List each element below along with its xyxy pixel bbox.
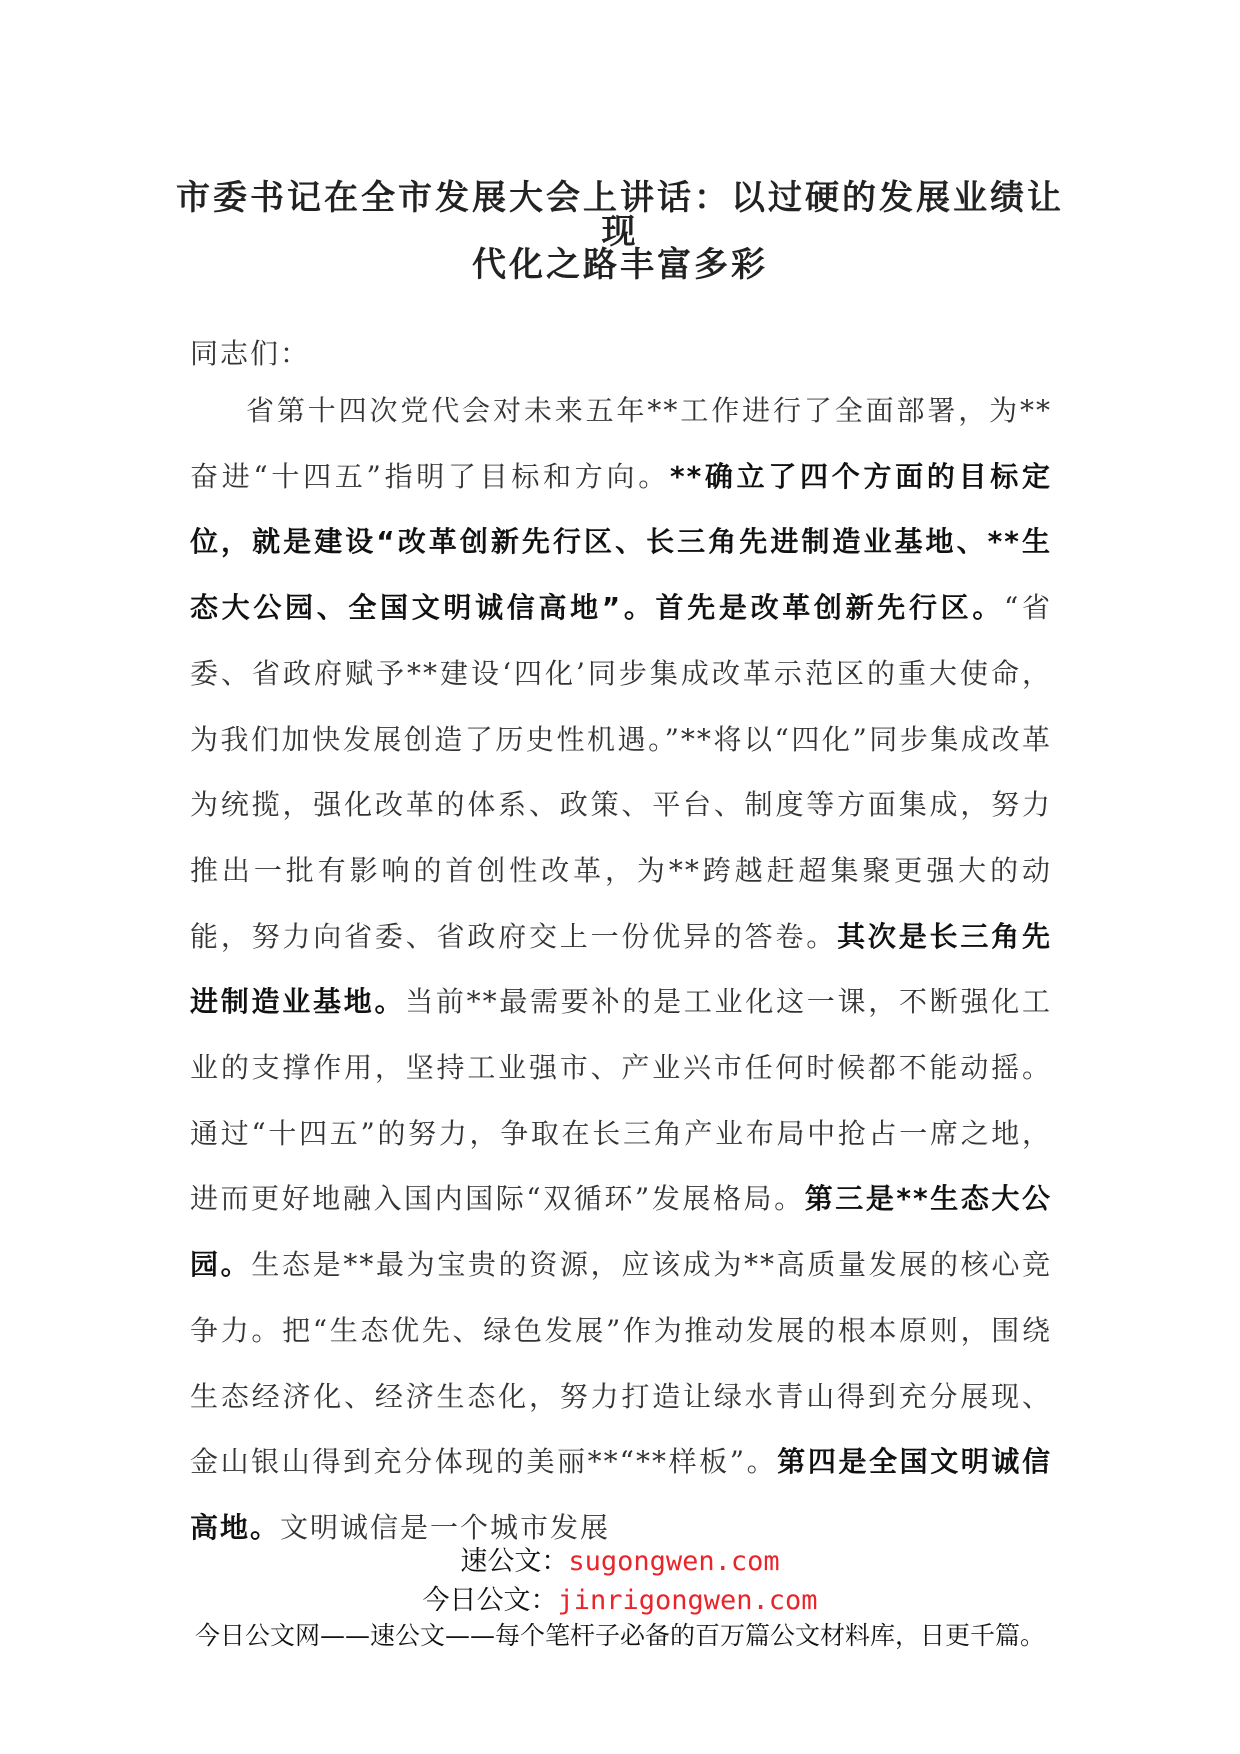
greeting: 同志们： xyxy=(190,337,311,370)
body-sentence-5: 当前**最需要补的是工业化这一课，不断强化工业的支撑作用，坚持工业强市、产业兴市任何时候都不能动摇。通过“十四五”的努力，争取在长三角产业布局中抢占一席之地，进而更好地融入国内国际“双循环”发展格局。 xyxy=(190,985,1052,1216)
body-bold-fourth: 第四是全国文明诚信高地。 xyxy=(190,1445,1052,1544)
body-bold-second: 其次是长三角先进制造业基地。 xyxy=(190,919,1052,1019)
document-title-line-2: 代化之路丰富多彩 xyxy=(472,245,768,285)
footer-tagline: 今日公文网——速公文——每个笔杆子必备的百万篇公文材料库，日更千篇。 xyxy=(194,1621,1045,1650)
document-title-line-1: 市委书记在全市发展大会上讲话：以过硬的发展业绩让现 xyxy=(176,178,1064,252)
footer-link-sugongwen[interactable]: sugongwen.com xyxy=(568,1546,780,1577)
body-sentence-9: 文明诚信是一个城市发展 xyxy=(280,1510,611,1544)
body-sentence-1: 省第十四次党代会对未来五年**工作进行了全面部署，为**奋进“十四五”指明了目标和方向。 xyxy=(190,394,1052,493)
footer-line-sugongwen xyxy=(0,1548,1240,1575)
body-bold-third: 第三是**生态大公园。 xyxy=(190,1182,1052,1282)
body-sentence-3: “省委、省政府赋予**建设‘四化’同步集成改革示范区的重大使命，为我们加快发展创造了历史性机遇。”**将以“四化”同步集成改革为统揽，强化改革的体系、政策、平台、制度等方面集成，努力推出一批有影响的首创性改革，为**跨越赶超集聚更强大的动能，努力向省委、省政府交上一份优异的答卷。 xyxy=(190,591,1052,953)
body-paragraph xyxy=(190,378,1052,1561)
footer-link-jinrigongwen[interactable]: jinrigongwen.com xyxy=(557,1585,818,1616)
footer-label-jinrigongwen: 今日公文： xyxy=(422,1585,558,1616)
footer-label-sugongwen: 速公文： xyxy=(460,1546,569,1577)
body-bold-targets: **确立了四个方面的目标定位，就是建设“改革创新先行区、长三角先进制造业基地、**生态大公园、全国文明诚信高地”。首先是改革创新先行区。 xyxy=(190,459,1052,625)
body-sentence-7: 生态是**最为宝贵的资源，应该成为**高质量发展的核心竞争力。把“生态优先、绿色发展”作为推动发展的根本原则，围绕生态经济化、经济生态化，努力打造让绿水青山得到充分展现、金山银山得到充分体现的美丽**“**样板”。 xyxy=(190,1248,1052,1479)
footer-line-jinrigongwen xyxy=(0,1587,1240,1614)
